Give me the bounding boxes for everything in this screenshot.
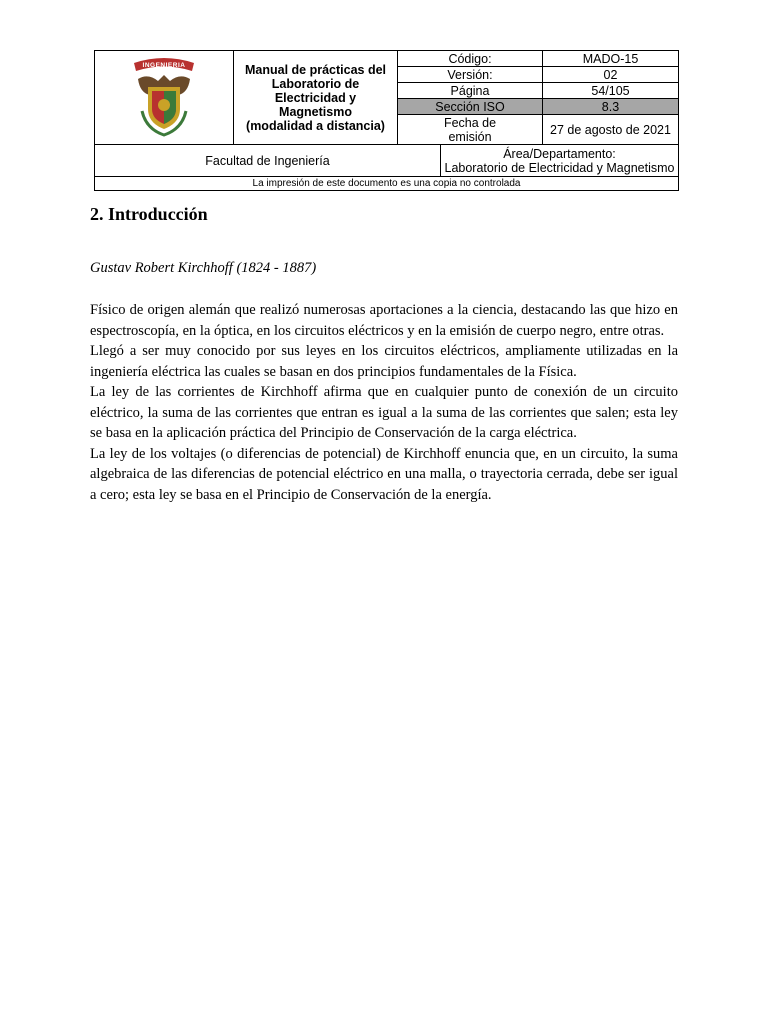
faculty-name: Facultad de Ingeniería xyxy=(95,145,441,177)
issue-date-value: 27 de agosto de 2021 xyxy=(543,115,679,145)
section-heading xyxy=(90,204,208,225)
document-header-table xyxy=(94,50,679,191)
iso-section-label: Sección ISO xyxy=(398,99,543,115)
section-title: Introducción xyxy=(108,204,208,224)
paragraph: La ley de los voltajes (o diferencias de potencial) de Kirchhoff enuncia que, en un circuito, la suma algebraica de las diferencias de potencial eléctrico en una malla, o trayectoria cerrada, debe ser igual a cero; esta ley se basa en el Principio de Conservación de la energía. xyxy=(90,445,678,503)
logo-lettering: INGENIERIA xyxy=(142,62,186,69)
paragraph: La ley de las corrientes de Kirchhoff afirma que en cualquier punto de conexión de un circuito eléctrico, la suma de las corrientes que entran es igual a la suma de las corrientes que salen; esta ley se basa en la aplicación práctica del Principio de Conservación de la carga eléctrica. xyxy=(90,384,678,441)
uncontrolled-copy-notice: La impresión de este documento es una copia no controlada xyxy=(95,177,679,191)
iso-section-value: 8.3 xyxy=(543,99,679,115)
body-text xyxy=(90,300,678,505)
area-department xyxy=(441,145,679,177)
area-label: Área/Departamento: xyxy=(503,146,616,161)
paragraph: Llegó a ser muy conocido por sus leyes en los circuitos eléctricos, ampliamente utilizadas en la ingeniería eléctrica las cuales se basan en dos principios fundamentales de la Física. xyxy=(90,343,678,380)
code-value: MADO-15 xyxy=(543,51,679,67)
page-value: 54/105 xyxy=(543,83,679,99)
page-label: Página xyxy=(398,83,543,99)
section-number: 2. xyxy=(90,204,104,224)
code-label: Código: xyxy=(398,51,543,67)
manual-title: Manual de prácticas del Laboratorio de Electricidad y Magnetismo (modalidad a distancia) xyxy=(234,51,398,145)
faculty-logo xyxy=(128,53,200,139)
paragraph: Físico de origen alemán que realizó numerosas aportaciones a la ciencia, destacando las que hizo en espectroscopía, en la óptica, en los circuitos eléctricos y en la emisión de cuerpo negro, entre otras. xyxy=(90,302,678,339)
author-line: Gustav Robert Kirchhoff (1824 - 1887) xyxy=(90,260,317,276)
version-label: Versión: xyxy=(398,67,543,83)
issue-date-label: Fecha de emisión xyxy=(398,115,543,145)
logo-cell xyxy=(95,51,234,145)
area-value: Laboratorio de Electricidad y Magnetismo xyxy=(444,160,675,175)
version-value: 02 xyxy=(543,67,679,83)
